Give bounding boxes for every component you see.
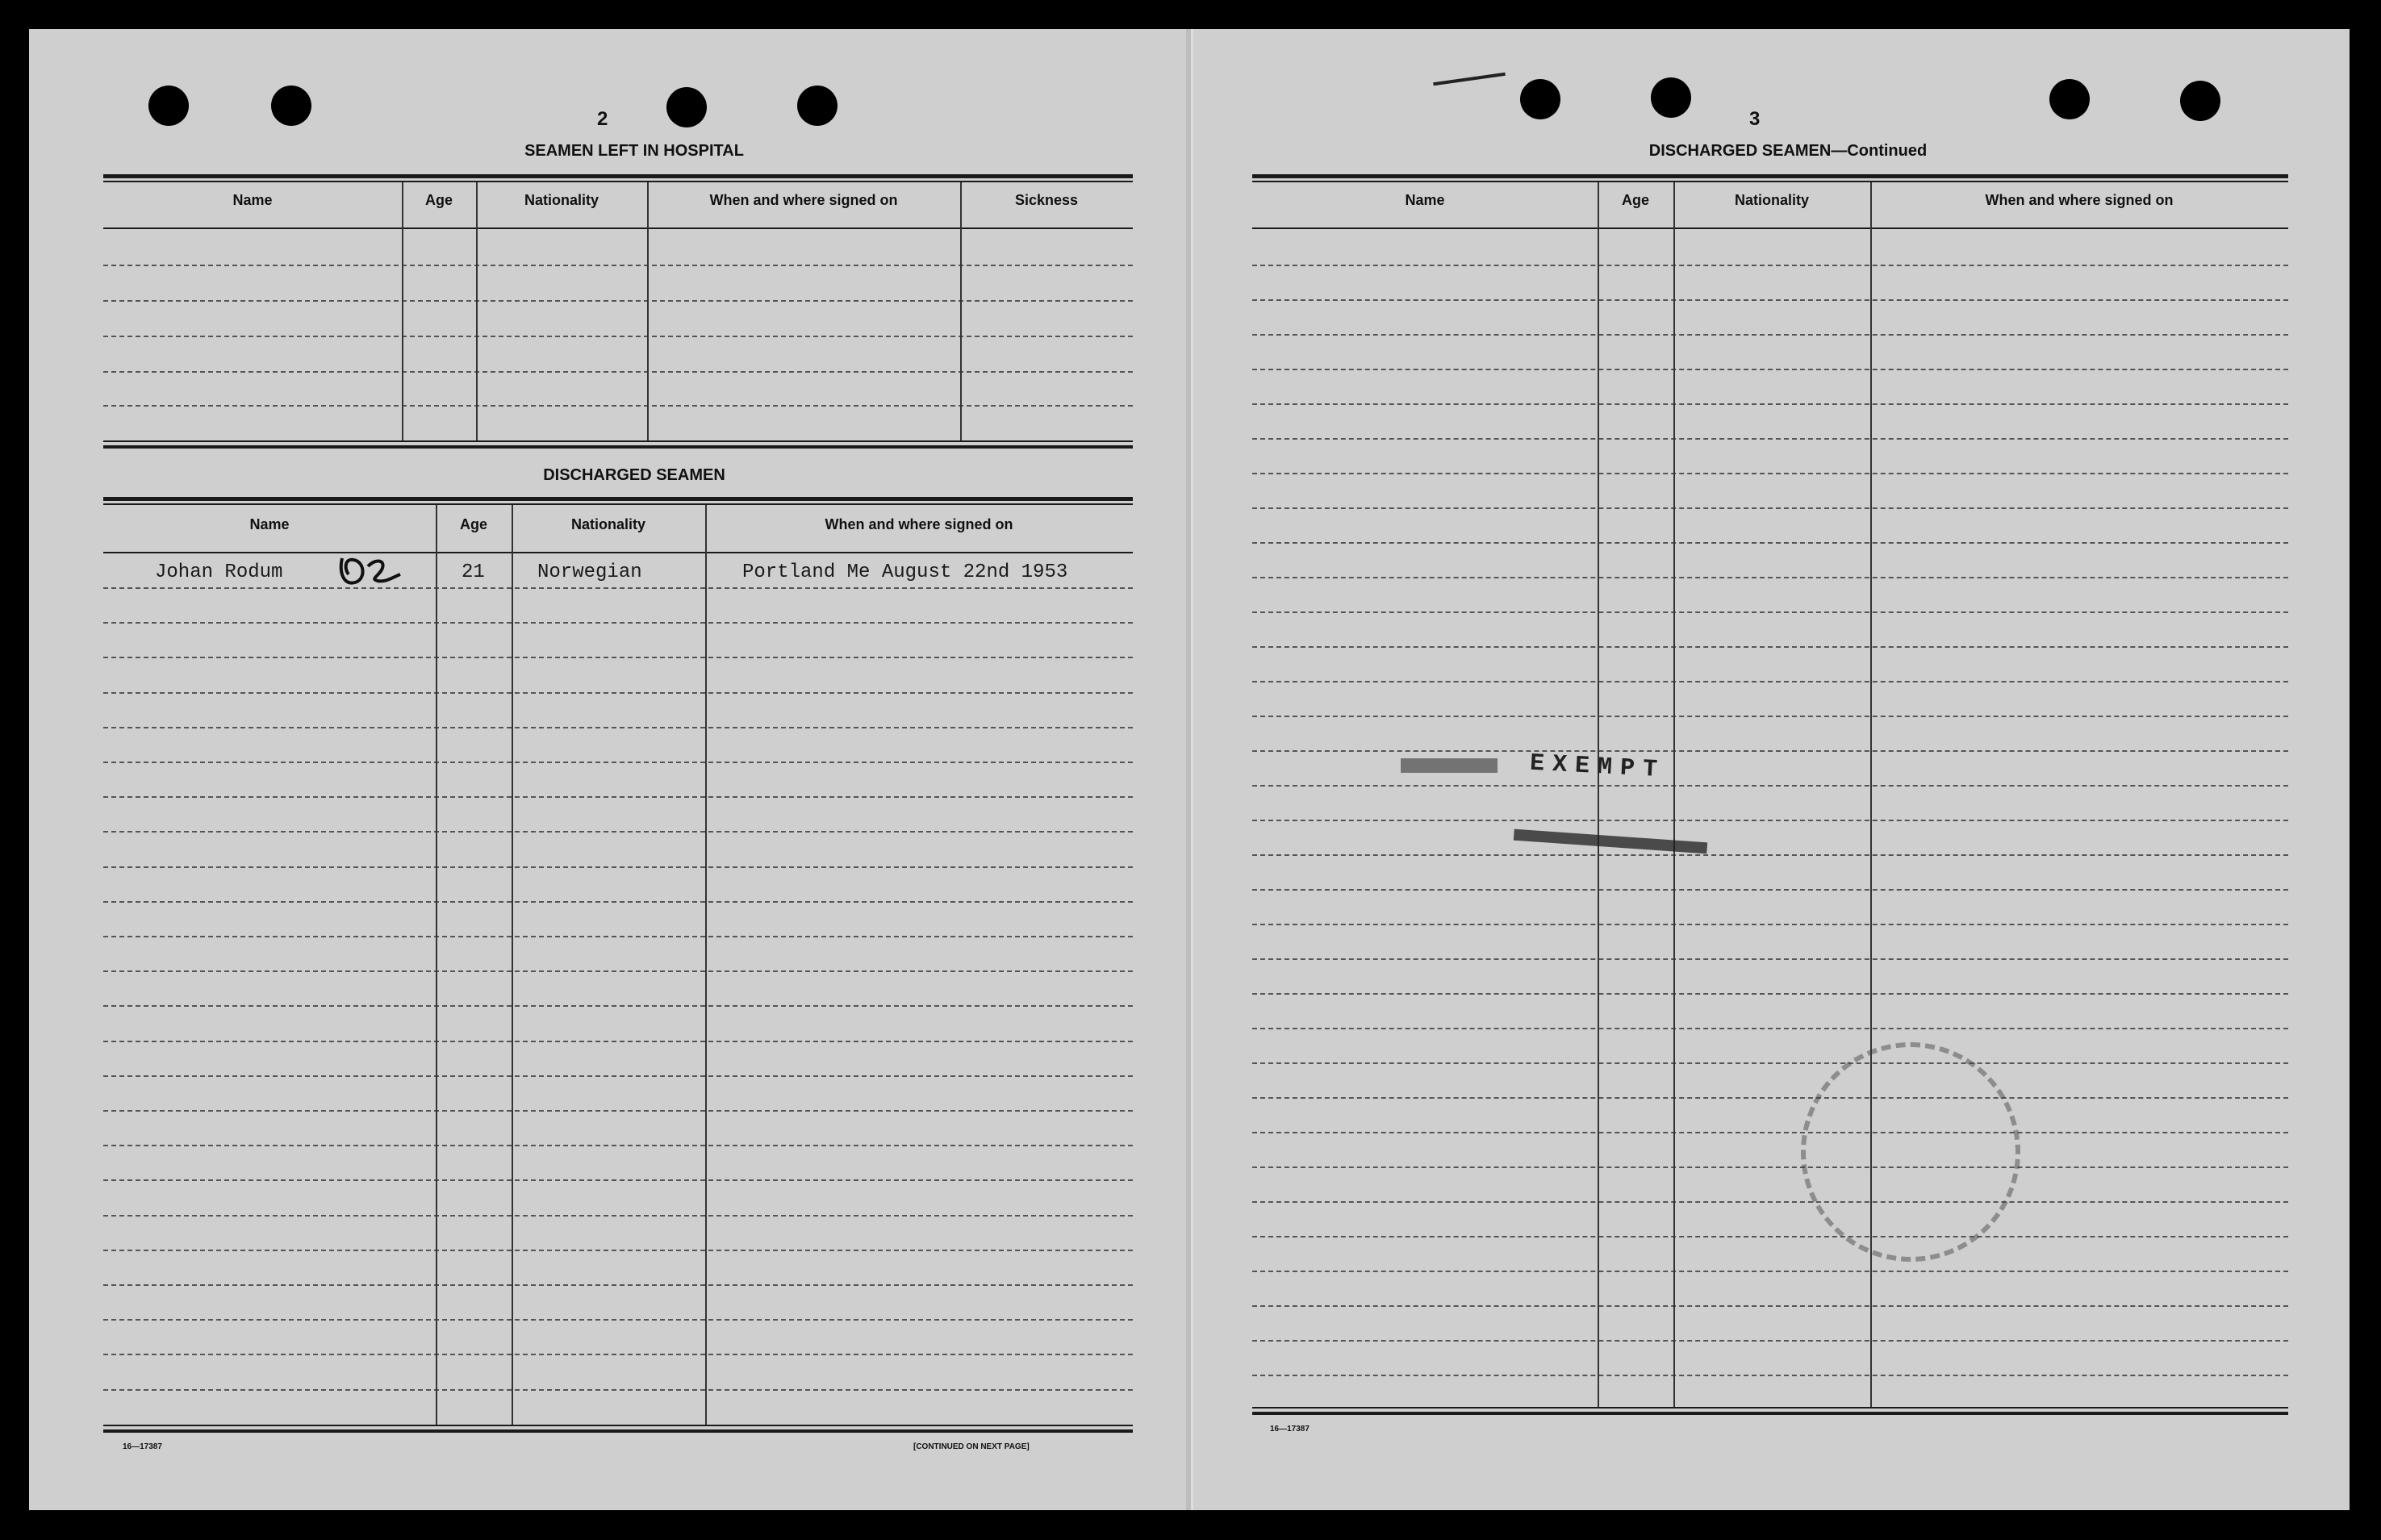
row-line <box>1252 542 2288 544</box>
row-line <box>1252 1236 2288 1237</box>
table-top-rule <box>103 503 1133 505</box>
row-line <box>103 1145 1133 1146</box>
punch-hole <box>797 86 838 126</box>
punch-hole <box>666 87 707 127</box>
row-line <box>1252 265 2288 266</box>
table-bottom-rule <box>1252 1412 2288 1415</box>
stamp-smudge <box>1514 829 1707 854</box>
row-line <box>1252 1340 2288 1342</box>
row-line <box>103 622 1133 624</box>
row-line <box>1252 473 2288 474</box>
punch-hole <box>2180 81 2220 121</box>
column-header: Age <box>424 192 453 208</box>
row-line <box>103 265 1133 266</box>
column-divider <box>1673 182 1675 1407</box>
row-line <box>103 796 1133 798</box>
header-rule <box>103 227 1133 229</box>
column-header: When and where signed on <box>709 192 898 208</box>
punch-hole <box>2049 79 2090 119</box>
row-line <box>103 762 1133 763</box>
punch-hole <box>148 86 189 126</box>
column-divider <box>705 505 707 1425</box>
exempt-stamp: EXEMPT <box>1529 749 1666 785</box>
row-line <box>1252 646 2288 648</box>
table-bottom-rule <box>103 445 1133 449</box>
row-line <box>103 1215 1133 1217</box>
column-divider <box>512 505 513 1425</box>
table-bottom-rule <box>103 440 1133 442</box>
stamp-smudge <box>1401 758 1498 773</box>
row-line <box>1252 1375 2288 1376</box>
row-line <box>1252 1271 2288 1272</box>
column-divider <box>402 182 403 440</box>
continued-note: [CONTINUED ON NEXT PAGE] <box>913 1442 1030 1451</box>
row-line <box>103 1110 1133 1112</box>
handwritten-mark <box>336 550 408 591</box>
table-top-rule <box>103 181 1133 182</box>
row-line <box>1252 577 2288 578</box>
row-line <box>1252 958 2288 960</box>
row-line <box>1252 854 2288 856</box>
seaman-nationality: Norwegian <box>537 561 642 583</box>
row-line <box>103 405 1133 407</box>
row-line <box>1252 299 2288 301</box>
row-line <box>103 866 1133 868</box>
column-header: Nationality <box>570 516 645 532</box>
row-line <box>103 300 1133 302</box>
row-line <box>1252 1166 2288 1168</box>
row-line <box>1252 716 2288 717</box>
row-line <box>1252 403 2288 405</box>
table-top-rule <box>103 174 1133 178</box>
row-line <box>103 1354 1133 1355</box>
column-header: When and where signed on <box>825 516 1013 532</box>
header-rule <box>1252 227 2288 229</box>
row-line <box>1252 750 2288 752</box>
row-line <box>1252 1305 2288 1307</box>
row-line <box>103 1319 1133 1321</box>
row-line <box>1252 1062 2288 1064</box>
column-header: Age <box>459 516 487 532</box>
header-rule <box>103 552 1133 553</box>
seaman-age: 21 <box>462 561 485 583</box>
column-header: Sickness <box>1014 192 1079 208</box>
row-line <box>1252 1097 2288 1099</box>
row-line <box>103 901 1133 903</box>
row-line <box>103 1041 1133 1042</box>
row-line <box>103 1179 1133 1181</box>
column-header: When and where signed on <box>1985 192 2174 208</box>
row-line <box>1252 611 2288 613</box>
row-line <box>103 371 1133 373</box>
table-top-rule <box>1252 174 2288 178</box>
page-number: 2 <box>597 108 608 130</box>
row-line <box>103 1075 1133 1077</box>
seaman-signed-on: Portland Me August 22nd 1953 <box>742 561 1068 583</box>
column-header: Nationality <box>1734 192 1809 208</box>
row-line <box>1252 1132 2288 1133</box>
page-number: 3 <box>1749 108 1761 130</box>
row-line <box>103 587 1133 589</box>
pen-stroke <box>1433 73 1506 86</box>
table-top-rule <box>1252 181 2288 182</box>
punch-hole <box>1651 77 1691 118</box>
row-line <box>1252 785 2288 787</box>
row-line <box>1252 507 2288 509</box>
document-sheet <box>29 29 2350 1510</box>
column-divider <box>647 182 649 440</box>
column-header: Nationality <box>524 192 599 208</box>
column-divider <box>960 182 962 440</box>
row-line <box>103 936 1133 937</box>
row-line <box>1252 334 2288 336</box>
row-line <box>103 692 1133 694</box>
seaman-name: Johan Rodum <box>155 561 283 583</box>
row-line <box>103 831 1133 833</box>
column-header: Name <box>1405 192 1445 208</box>
column-divider <box>1598 182 1599 1407</box>
discharged-continued-title: DISCHARGED SEAMEN—Continued <box>1648 142 1928 160</box>
column-divider <box>436 505 437 1425</box>
row-line <box>1252 681 2288 682</box>
column-header: Age <box>1621 192 1649 208</box>
punch-hole <box>271 86 311 126</box>
page-fold-highlight <box>1191 29 1193 1510</box>
row-line <box>1252 820 2288 821</box>
discharged-section-title: DISCHARGED SEAMEN <box>543 466 725 484</box>
column-divider <box>476 182 478 440</box>
table-bottom-rule <box>103 1429 1133 1433</box>
row-line <box>1252 369 2288 370</box>
table-bottom-rule <box>1252 1407 2288 1409</box>
round-postmark <box>1801 1042 2020 1262</box>
table-bottom-rule <box>103 1425 1133 1426</box>
punch-hole <box>1520 79 1560 119</box>
form-number: 16—17387 <box>1270 1425 1310 1434</box>
row-line <box>103 1250 1133 1251</box>
row-line <box>1252 993 2288 995</box>
row-line <box>103 727 1133 728</box>
row-line <box>1252 889 2288 891</box>
hospital-section-title: SEAMEN LEFT IN HOSPITAL <box>524 142 744 160</box>
row-line <box>1252 1201 2288 1203</box>
row-line <box>1252 1028 2288 1029</box>
form-number: 16—17387 <box>123 1442 162 1451</box>
column-header: Name <box>232 192 273 208</box>
row-line <box>103 1284 1133 1286</box>
row-line <box>1252 438 2288 440</box>
column-header: Name <box>249 516 290 532</box>
row-line <box>103 970 1133 972</box>
row-line <box>103 1005 1133 1007</box>
row-line <box>103 657 1133 658</box>
table-top-rule <box>103 497 1133 501</box>
row-line <box>103 1389 1133 1391</box>
row-line <box>103 336 1133 337</box>
row-line <box>1252 924 2288 925</box>
